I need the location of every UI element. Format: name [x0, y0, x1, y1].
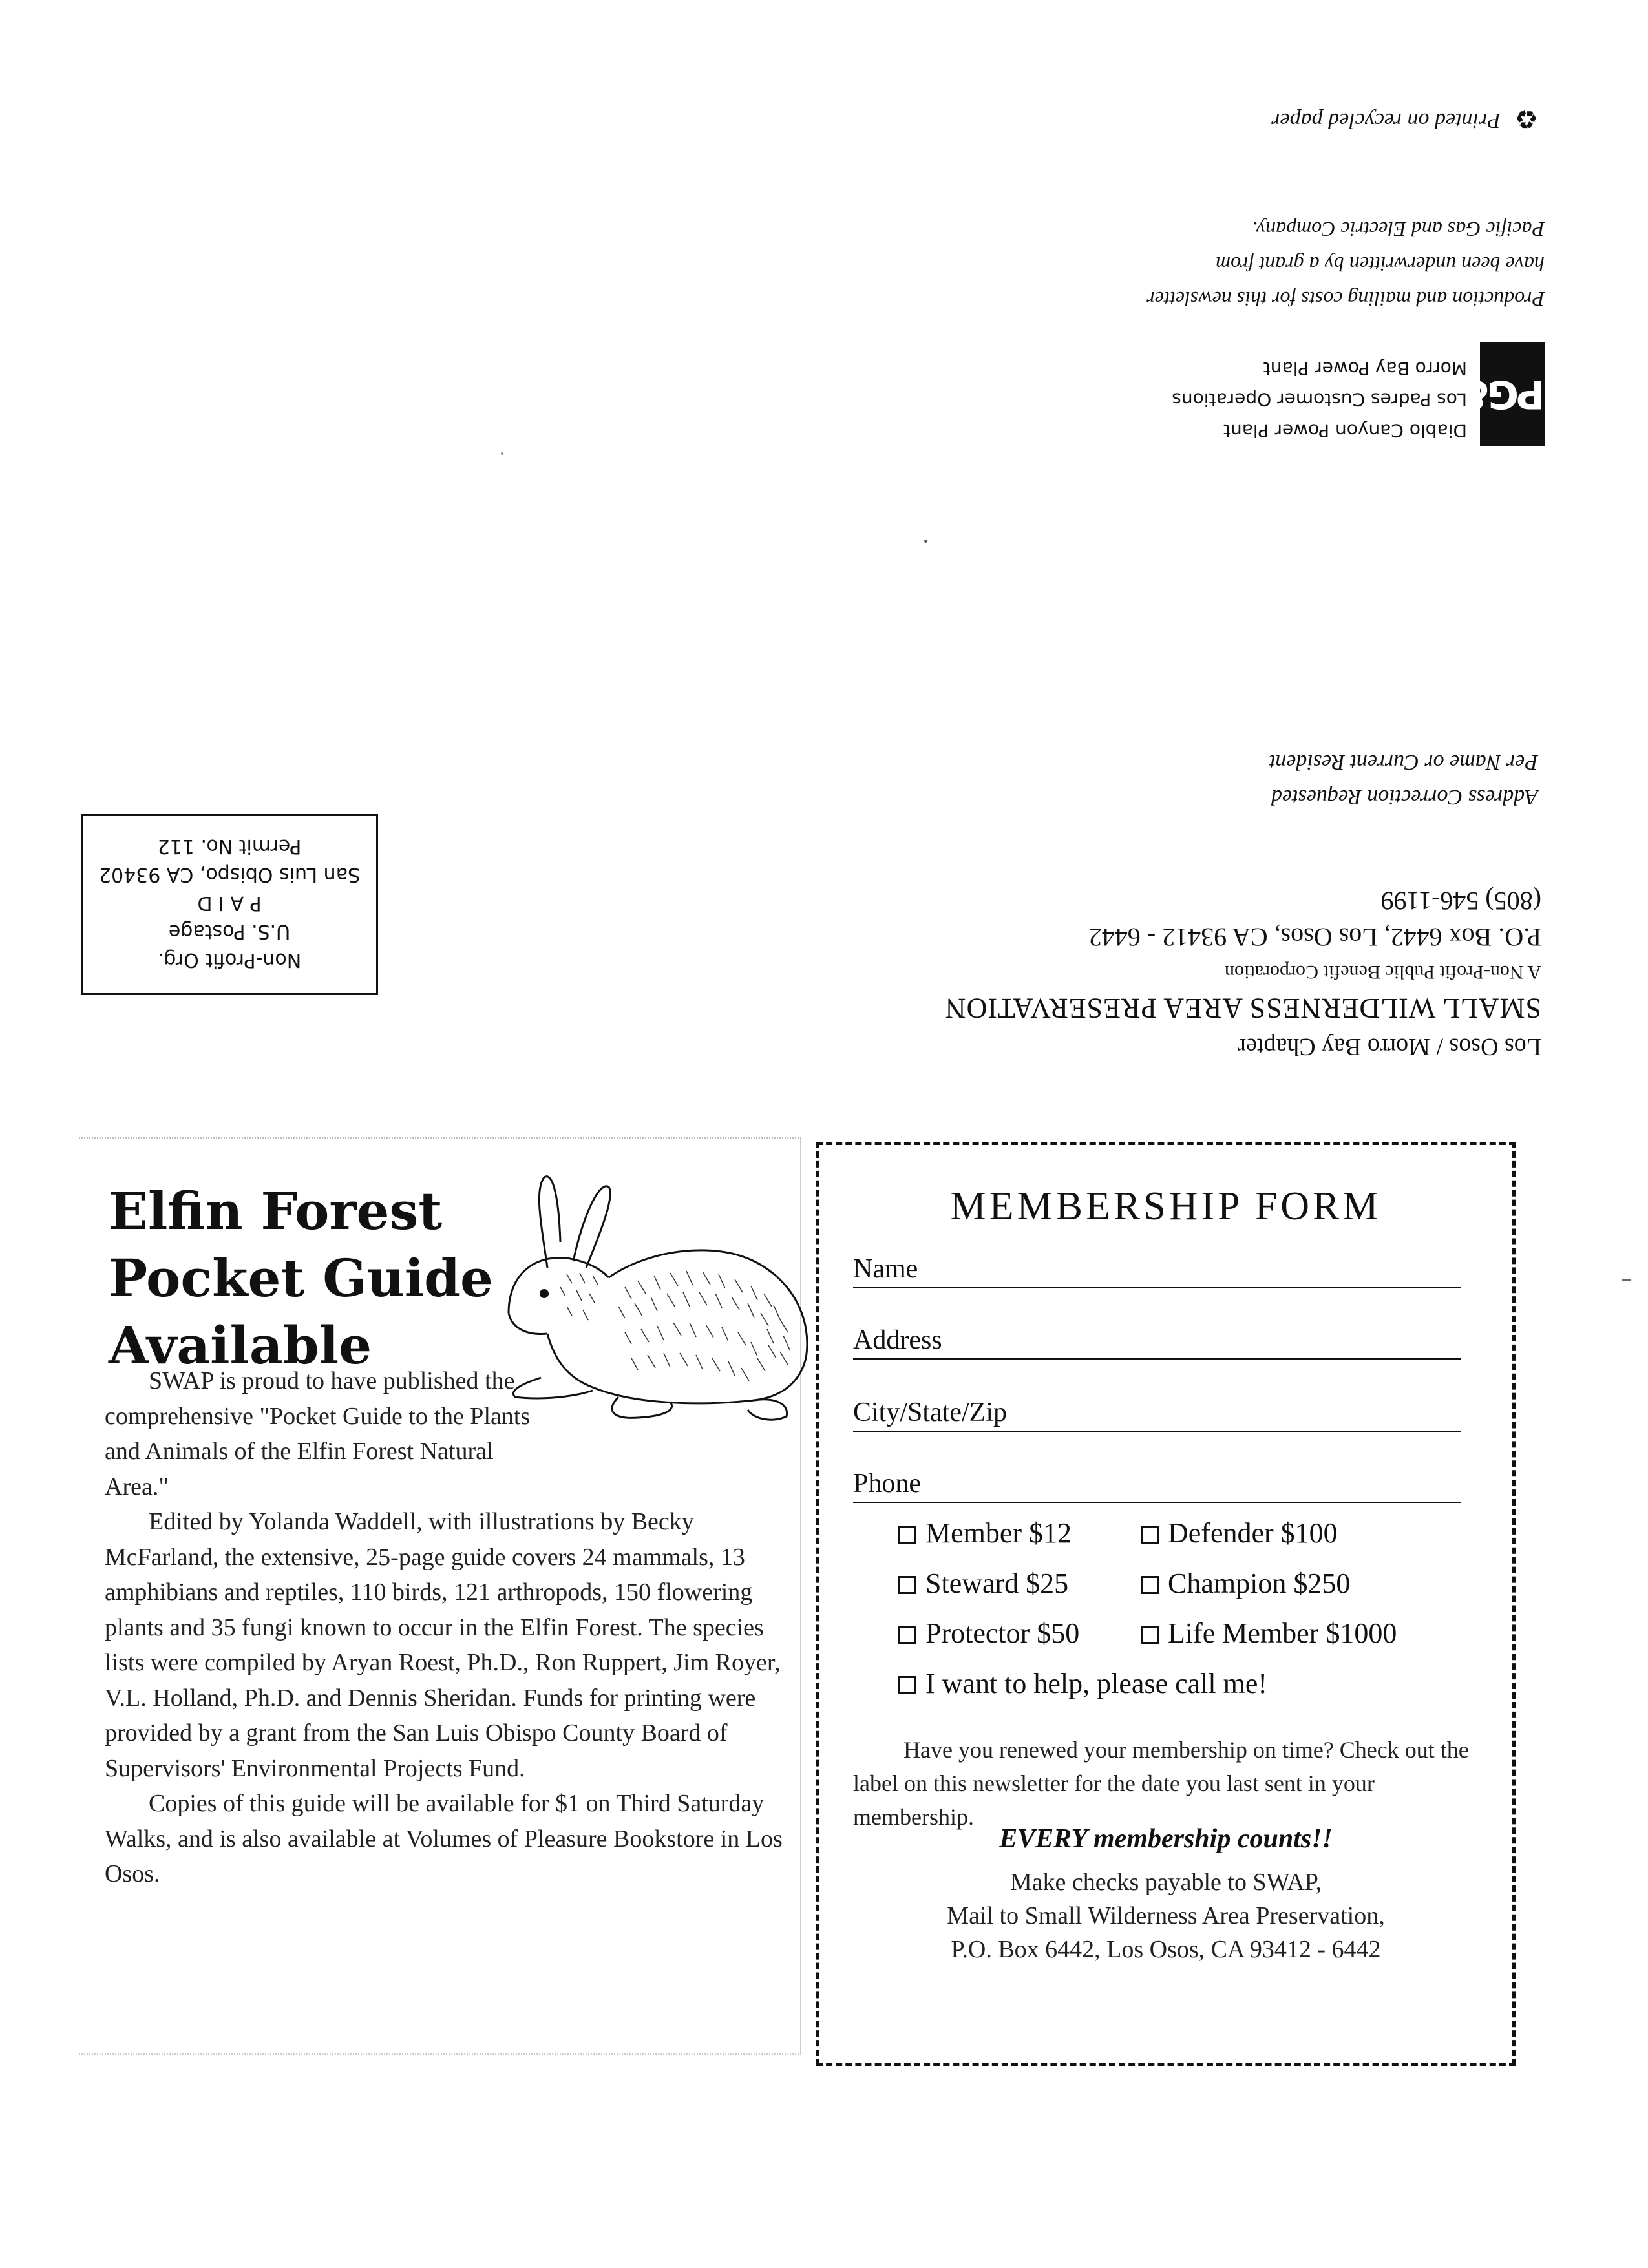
rabbit-eye: [540, 1289, 549, 1298]
checkbox-icon[interactable]: [898, 1626, 916, 1644]
underwrite-line: Pacific Gas and Electric Company.: [1252, 218, 1545, 241]
name-field[interactable]: [853, 1254, 1461, 1292]
option-champion[interactable]: [1141, 1567, 1350, 1600]
membership-form: [816, 1142, 1516, 2066]
option-label: Protector $50: [925, 1617, 1080, 1649]
article-title: [109, 1177, 522, 1379]
option-defender[interactable]: [1141, 1517, 1338, 1549]
postage-line: P A I D: [197, 892, 262, 914]
speck: [501, 452, 503, 455]
recycled-paper-note: [1176, 94, 1538, 139]
underwrite-line: Production and mailing costs for this newsletter: [1146, 288, 1545, 311]
title-line: Elfin Forest: [109, 1181, 443, 1241]
checkbox-icon[interactable]: [1141, 1576, 1159, 1594]
org-type: A Non-Profit Public Benefit Corporation: [1225, 961, 1541, 983]
address-field[interactable]: [853, 1325, 1461, 1363]
checkbox-icon[interactable]: [898, 1576, 916, 1594]
option-help[interactable]: [898, 1667, 1267, 1700]
address-line[interactable]: [853, 1358, 1461, 1360]
renewal-text: Have you renewed your membership on time? Check out the label on this newsletter for the date you last sent in your membership.: [853, 1737, 1469, 1830]
underwrite-line: have been underwritten by a grant from: [1216, 253, 1545, 276]
option-label: Defender $100: [1168, 1517, 1338, 1549]
mail-line: Make checks payable to SWAP,: [1009, 1869, 1322, 1896]
city-label: City/State/Zip: [853, 1397, 1009, 1428]
postage-line: Non-Profit Org.: [157, 949, 302, 971]
recycled-paper-text: Printed on recycled paper: [1271, 109, 1501, 132]
chapter-name: Los Osos / Morro Bay Chapter: [1238, 1033, 1541, 1060]
article-paragraph: Copies of this guide will be available for $1 on Third Saturday Walks, and is also available at Volumes of Pleasure Bookstore in Los Osos.: [105, 1790, 783, 1887]
checkbox-icon[interactable]: [1141, 1526, 1159, 1544]
option-steward[interactable]: [898, 1567, 1068, 1600]
option-label: Life Member $1000: [1168, 1617, 1397, 1649]
city-field[interactable]: [853, 1397, 1461, 1436]
title-line: Available: [109, 1315, 372, 1376]
phone-label: Phone: [853, 1468, 924, 1499]
plant-line: Los Padres Customer Operations: [1172, 389, 1467, 410]
address-note-line: Per Name or Current Resident: [1269, 750, 1538, 774]
renewal-note: [853, 1733, 1493, 1834]
pocket-guide-article: [79, 1137, 801, 2055]
sponsor-plants: [1172, 353, 1467, 446]
article-body: [105, 1363, 803, 1892]
mail-line: Mail to Small Wilderness Area Preservation,: [947, 1902, 1385, 1929]
phone-field[interactable]: [853, 1468, 1461, 1507]
form-heading: MEMBERSHIP FORM: [950, 1184, 1382, 1228]
recycle-icon: ♻: [1515, 104, 1538, 133]
article-paragraph: Edited by Yolanda Waddell, with illustrations by Becky McFarland, the extensive, 25-page guide covers 24 mammals, 13 amphibians and reptiles, 110 birds, 121 arthropods, 150 flowering plants and 35 fungi known to occur in the Elfin Forest. The species lists were compiled by Aryan Roest, Ph.D., Ron Ruppert, Jim Royer, V.L. Holland, Ph.D. and Dennis Sheridan. Funds for printing were provided by a grant from the San Luis Obispo County Board of Supervisors' Environmental Projects Fund.: [105, 1508, 781, 1782]
option-label: Member $12: [925, 1517, 1072, 1549]
option-label: Steward $25: [925, 1568, 1069, 1599]
mail-instructions: [819, 1865, 1512, 1966]
checkbox-icon[interactable]: [898, 1676, 916, 1694]
article-paragraph: SWAP is proud to have published the comprehensive "Pocket Guide to the Plants and Animals of the Elfin Forest Natural Area.": [105, 1367, 531, 1500]
checkbox-icon[interactable]: [898, 1526, 916, 1544]
option-label: I want to help, please call me!: [925, 1668, 1268, 1699]
mail-line: P.O. Box 6442, Los Osos, CA 93412 - 6442: [951, 1936, 1381, 1963]
underwrite-note: [1146, 212, 1545, 317]
address-correction-note: [956, 730, 1538, 814]
postage-indicia: [81, 814, 378, 995]
option-protector[interactable]: [898, 1617, 1079, 1650]
membership-slogan: EVERY membership counts!!: [999, 1824, 1333, 1854]
speck: [924, 540, 927, 543]
po-box: P.O. Box 6442, Los Osos, CA 93412 - 6442: [1088, 923, 1541, 952]
name-line[interactable]: [853, 1287, 1461, 1288]
return-address: [830, 887, 1541, 1066]
postage-line: U.S. Postage: [168, 920, 291, 943]
address-note-line: Address Correction Requested: [1271, 785, 1538, 809]
speck: [1622, 1279, 1631, 1281]
sponsor-block: [1092, 187, 1545, 446]
postage-line: San Luis Obispo, CA 93402: [98, 863, 361, 886]
plant-line: Morro Bay Power Plant: [1263, 358, 1467, 379]
address-label: Address: [853, 1325, 945, 1356]
option-member[interactable]: [898, 1517, 1072, 1549]
postage-line: Permit No. 112: [157, 835, 302, 857]
org-name: SMALL WILDERNESS AREA PRESERVATION: [944, 992, 1541, 1024]
title-line: Pocket Guide: [109, 1248, 493, 1308]
checkbox-icon[interactable]: [1141, 1626, 1159, 1644]
city-line[interactable]: [853, 1431, 1461, 1432]
name-label: Name: [853, 1254, 920, 1285]
plant-line: Diablo Canyon Power Plant: [1223, 420, 1467, 441]
phone-line[interactable]: [853, 1502, 1461, 1503]
option-label: Champion $250: [1168, 1568, 1351, 1599]
phone-number: (805) 546-1199: [1380, 887, 1541, 916]
option-life-member[interactable]: [1141, 1617, 1397, 1650]
pge-logo: PG&E: [1480, 342, 1545, 446]
